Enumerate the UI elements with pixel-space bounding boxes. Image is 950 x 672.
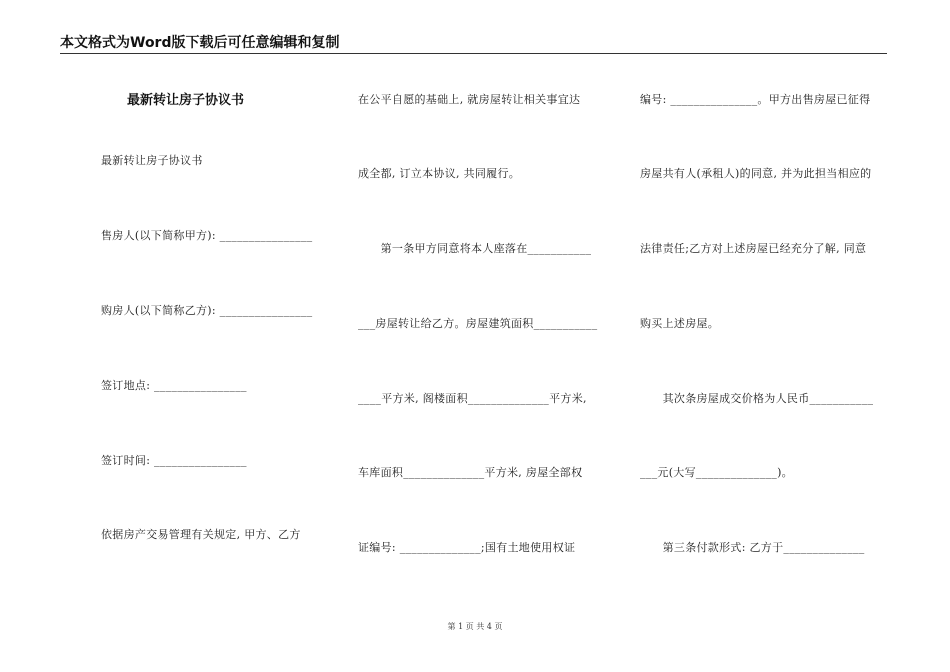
text-line: 最新转让房子协议书 bbox=[101, 154, 203, 167]
text-line: 购房人(以下简称乙方): ________________ bbox=[101, 304, 313, 317]
text-line: ____平方米, 阁楼面积______________平方米, bbox=[358, 392, 587, 405]
text-line: 依据房产交易管理有关规定, 甲方、乙方 bbox=[101, 528, 301, 541]
text-line: 售房人(以下简称甲方): ________________ bbox=[101, 229, 313, 242]
text-line: ___元(大写______________)。 bbox=[640, 466, 793, 479]
text-line: 签订地点: ________________ bbox=[101, 379, 247, 392]
document-header: 本文格式为Word版下载后可任意编辑和复制 bbox=[60, 35, 340, 51]
text-line: 购买上述房屋。 bbox=[640, 317, 720, 330]
text-line: ___房屋转让给乙方。房屋建筑面积___________ bbox=[358, 317, 598, 330]
text-line: 编号: _______________。甲方出售房屋已征得 bbox=[640, 93, 871, 106]
text-line: 在公平自愿的基础上, 就房屋转让相关事宜达 bbox=[358, 93, 581, 106]
text-line: 房屋共有人(承租人)的同意, 并为此担当相应的 bbox=[640, 167, 872, 180]
text-line: 成全都, 订立本协议, 共同履行。 bbox=[358, 167, 521, 180]
page-number: 第 1 页 共 4 页 bbox=[447, 622, 503, 631]
document-title: 最新转让房子协议书 bbox=[127, 93, 245, 108]
column-1 bbox=[101, 0, 323, 672]
text-line: 证编号: ______________;国有土地使用权证 bbox=[358, 541, 576, 554]
column-3 bbox=[640, 0, 888, 672]
text-line: 车库面积______________平方米, 房屋全部权 bbox=[358, 466, 583, 479]
text-line: 其次条房屋成交价格为人民币___________ bbox=[640, 392, 874, 405]
column-2 bbox=[358, 0, 608, 672]
text-line: 第三条付款形式: 乙方于______________ bbox=[640, 541, 865, 554]
text-line: 第一条甲方同意将本人座落在___________ bbox=[358, 242, 592, 255]
text-line: 法律责任;乙方对上述房屋已经充分了解, 同意 bbox=[640, 242, 867, 255]
text-line: 签订时间: ________________ bbox=[101, 454, 247, 467]
